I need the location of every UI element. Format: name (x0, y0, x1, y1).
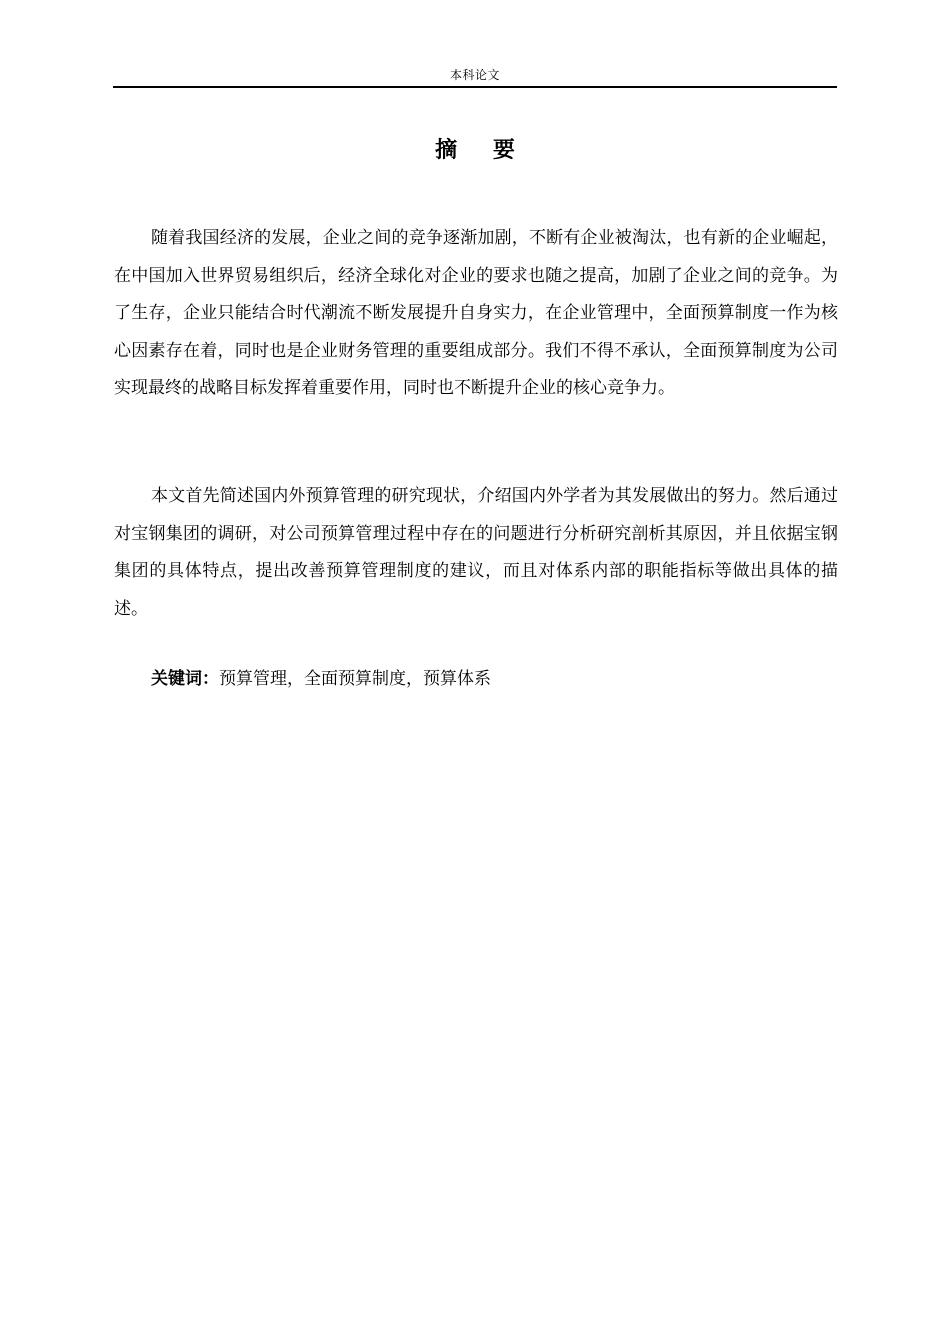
abstract-paragraph-1: 随着我国经济的发展，企业之间的竞争逐渐加剧，不断有企业被淘汰，也有新的企业崛起，在中国加入世界贸易组织后，经济全球化对企业的要求也随之提高，加剧了企业之间的竞争。为了生存，企业只能结合时代潮流不断发展提升自身实力，在企业管理中，全面预算制度一作为核心因素存在着，同时也是企业财务管理的重要组成部分。我们不得不承认，全面预算制度为公司实现最终的战略目标发挥着重要作用，同时也不断提升企业的核心竞争力。 (114, 228, 838, 398)
keywords-value: 预算管理，全面预算制度，预算体系 (219, 669, 491, 689)
keywords-label: 关键词： (151, 669, 219, 689)
page-header (113, 66, 837, 88)
abstract-paragraph-2: 本文首先简述国内外预算管理的研究现状，介绍国内外学者为其发展做出的努力。然后通过对宝钢集团的调研，对公司预算管理过程中存在的问题进行分析研究剖析其原因，并且依据宝钢集团的具体特点，提出改善预算管理制度的建议，而且对体系内部的职能指标等做出具体的描述。 (114, 486, 838, 619)
running-header-title: 本科论文 (449, 68, 500, 82)
keywords-line (151, 662, 491, 696)
abstract-heading: 摘 要 (435, 138, 529, 163)
